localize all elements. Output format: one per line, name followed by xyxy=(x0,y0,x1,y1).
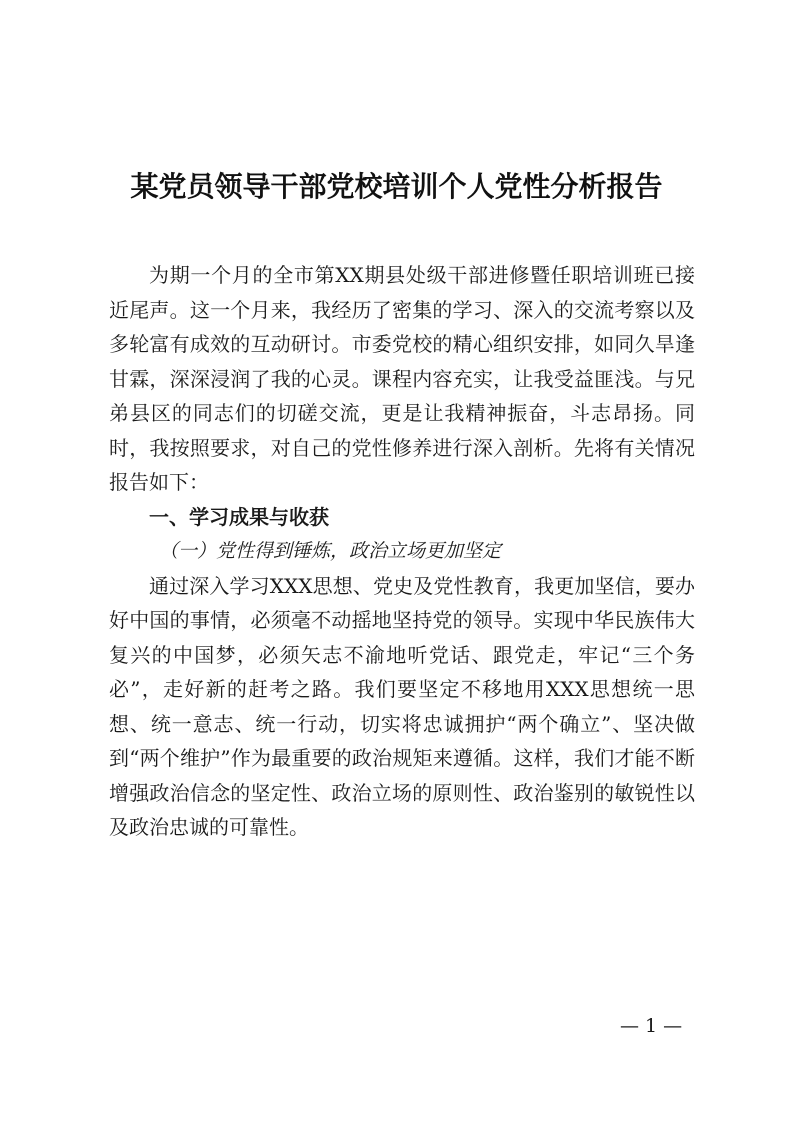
document-body xyxy=(109,258,695,845)
subsection-paragraph: 通过深入学习XXX思想、党史及党性教育，我更加坚信，要办好中国的事情，必须毫不动摇地坚持党的领导。实现中华民族伟大复兴的中国梦，必须矢志不渝地听党话、跟党走，牢记“三个务必”，走好新的赶考之路。我们要坚定不移地用XXX思想统一思想、统一意志、统一行动，切实将忠诚拥护“两个确立”、坚决做到“两个维护”作为最重要的政治规矩来遵循。这样，我们才能不断增强政治信念的坚定性、政治立场的原则性、政治鉴别的敏锐性以及政治忠诚的可靠性。 xyxy=(109,573,695,839)
document-title: 某党员领导干部党校培训个人党性分析报告 xyxy=(130,169,663,203)
intro-paragraph: 为期一个月的全市第XX期县处级干部进修暨任职培训班已接近尾声。这一个月来，我经历了密集的学习、深入的交流考察以及多轮富有成效的互动研讨。市委党校的精心组织安排，如同久旱逢甘霖，深深浸润了我的心灵。课程内容充实，让我受益匪浅。与兄弟县区的同志们的切磋交流，更是让我精神振奋，斗志昂扬。同时，我按照要求，对自己的党性修养进行深入剖析。先将有关情况报告如下： xyxy=(109,263,695,494)
subsection-heading: （一）党性得到锤炼，政治立场更加坚定 xyxy=(159,540,502,562)
page-number: — 1 — xyxy=(620,1015,683,1037)
section-heading: 一、学习成果与收获 xyxy=(149,504,329,529)
